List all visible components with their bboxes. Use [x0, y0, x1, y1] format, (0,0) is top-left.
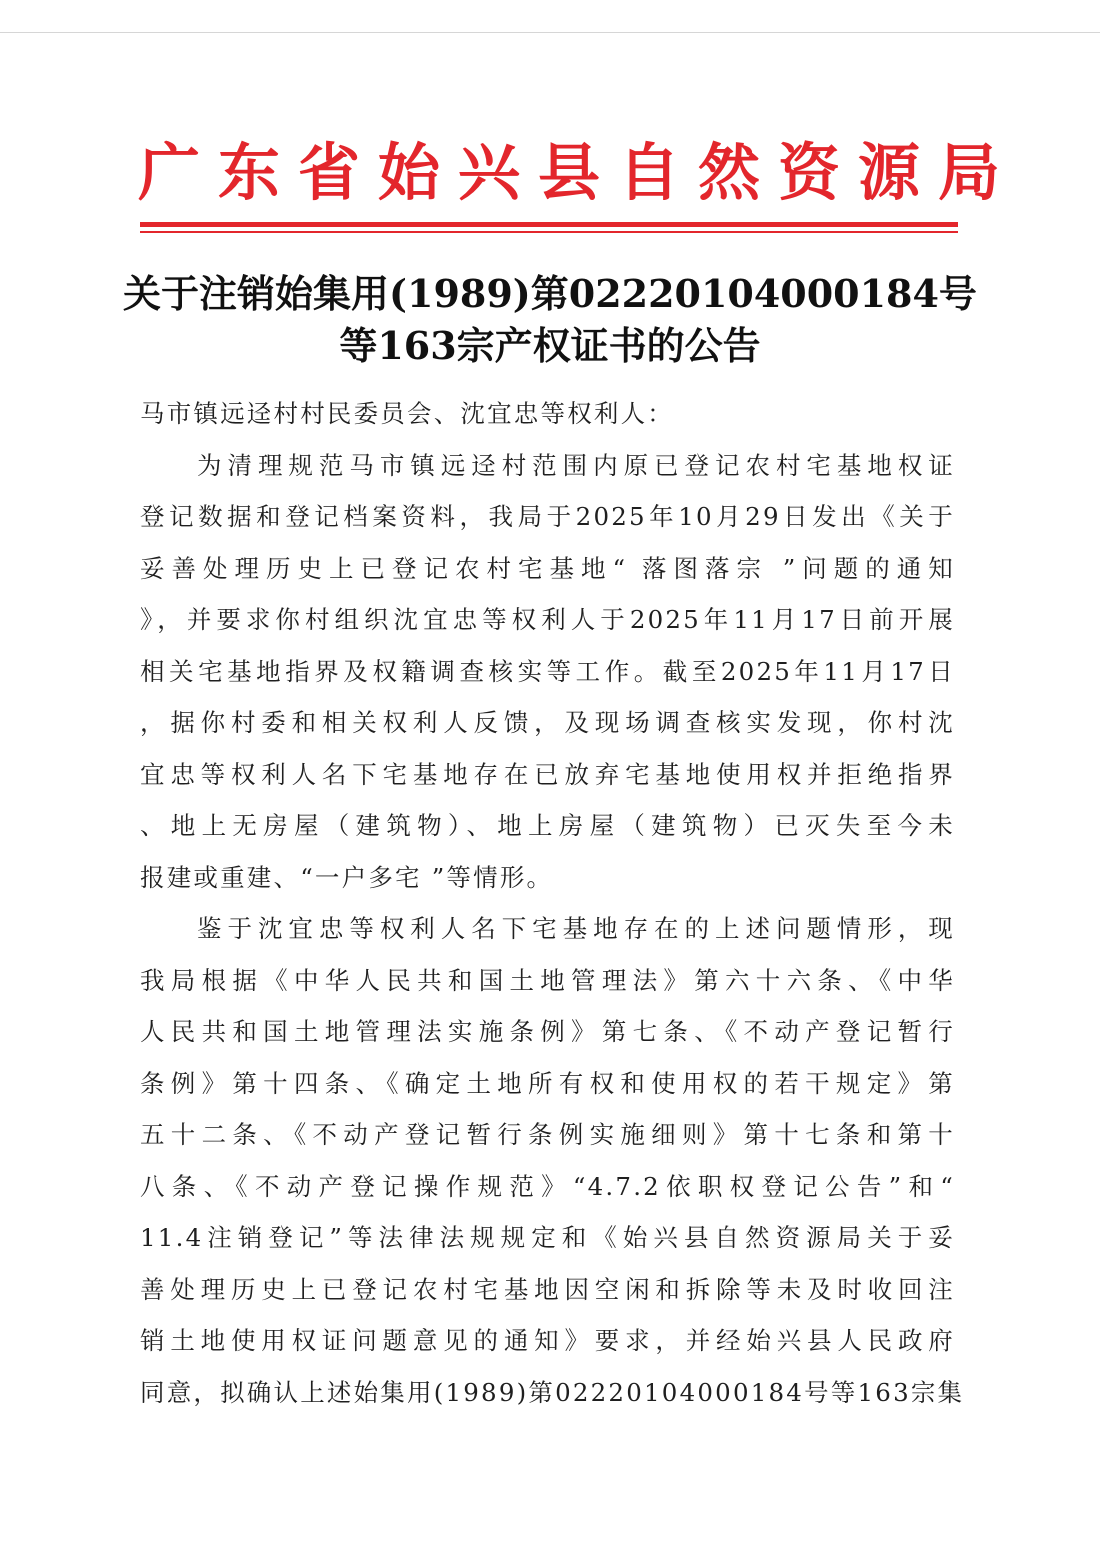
paragraph-line: 我局根据《中华人民共和国土地管理法》第六十六条、《中华 — [140, 965, 955, 995]
paragraph-line: 报建或重建、“一户多宅 ”等情形。 — [140, 862, 554, 892]
scan-edge-line — [0, 32, 1100, 33]
agency-letterhead: 广东省始兴县自然资源局 — [138, 136, 1019, 209]
paragraph-line: 宜忠等权利人名下宅基地存在已放弃宅基地使用权并拒绝指界 — [140, 759, 955, 789]
paragraph-line: 登记数据和登记档案资料，我局于2025年10月29日发出《关于 — [140, 502, 955, 531]
document-title — [100, 268, 1000, 372]
paragraph-line: 妥善处理历史上已登记农村宅基地“ 落图落宗 ”问题的通知 — [140, 553, 955, 583]
letterhead-rule-thin — [140, 231, 958, 233]
paragraph-line: 、地上无房屋（建筑物）、地上房屋（建筑物）已灭失至今未 — [140, 811, 955, 840]
paragraph-line: 善处理历史上已登记农村宅基地因空闲和拆除等未及时收回注 — [140, 1274, 955, 1304]
paragraph-1 — [140, 440, 955, 904]
letterhead-rule-thick — [140, 222, 958, 227]
paragraph-line: 人民共和国土地管理法实施条例》第七条、《不动产登记暂行 — [140, 1017, 955, 1046]
paragraph-line: 八条、《不动产登记操作规范》“4.7.2依职权登记公告”和“ — [140, 1171, 955, 1201]
addressee: 马市镇远迳村村民委员会、沈宜忠等权利人： — [140, 399, 674, 428]
paragraph-line: ，据你村委和相关权利人反馈，及现场调查核实发现，你村沈 — [140, 708, 955, 737]
document-body — [140, 388, 965, 1418]
paragraph-line: 鉴于沈宜忠等权利人名下宅基地存在的上述问题情形，现 — [197, 914, 955, 943]
paragraph-2 — [140, 903, 965, 1418]
paragraph-line: 11.4注销登记”等法律法规规定和《始兴县自然资源局关于妥 — [140, 1223, 955, 1252]
paragraph-line: 相关宅基地指界及权籍调查核实等工作。截至2025年11月17日 — [140, 656, 955, 686]
paragraph-line: 条例》第十四条、《确定土地所有权和使用权的若干规定》第 — [140, 1068, 955, 1098]
title-line-2: 等163宗产权证书的公告 — [339, 323, 761, 368]
paragraph-line: 同意，拟确认上述始集用(1989)第02220104000184号等163宗集 — [140, 1377, 965, 1407]
paragraph-line: 为清理规范马市镇远迳村范围内原已登记农村宅基地权证 — [197, 450, 955, 480]
title-line-1: 关于注销始集用(1989)第02220104000184号 — [123, 271, 977, 316]
paragraph-line: 销土地使用权证问题意见的通知》要求，并经始兴县人民政府 — [140, 1326, 955, 1355]
paragraph-line: 》，并要求你村组织沈宜忠等权利人于2025年11月17日前开展 — [140, 605, 955, 634]
paragraph-line: 五十二条、《不动产登记暂行条例实施细则》第十七条和第十 — [140, 1120, 955, 1149]
